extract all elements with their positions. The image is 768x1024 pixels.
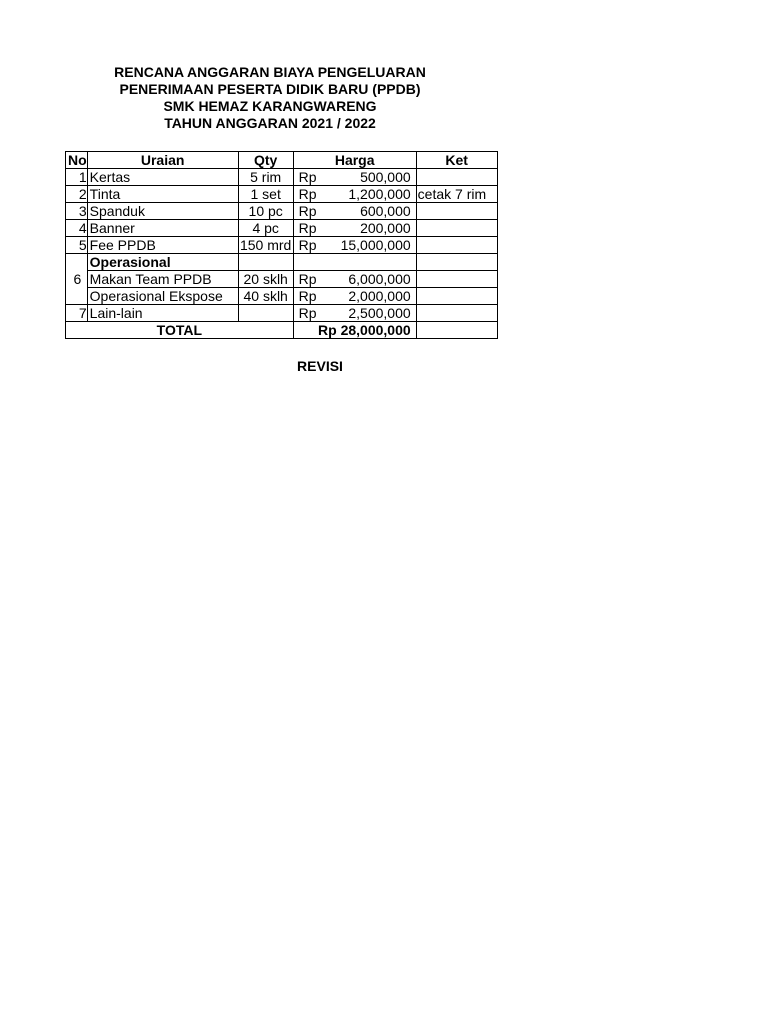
revisi-label: REVISI bbox=[297, 358, 343, 374]
row-ket bbox=[416, 220, 497, 237]
row-qty: 40 sklh bbox=[238, 288, 293, 305]
group-qty-empty bbox=[238, 254, 293, 271]
group-ket-empty bbox=[416, 254, 497, 271]
row-harga: 500,000 bbox=[330, 169, 417, 186]
group-header-row bbox=[66, 254, 498, 271]
row-currency: Rp bbox=[293, 169, 330, 186]
group-harga-empty bbox=[330, 254, 417, 271]
row-uraian: Lain-lain bbox=[87, 305, 238, 322]
row-ket bbox=[416, 237, 497, 254]
row-uraian: Tinta bbox=[87, 186, 238, 203]
row-uraian: Kertas bbox=[87, 169, 238, 186]
row-qty: 5 rim bbox=[238, 169, 293, 186]
total-amount: Rp 28,000,000 bbox=[293, 322, 416, 339]
row-currency: Rp bbox=[293, 305, 330, 322]
row-uraian: Fee PPDB bbox=[87, 237, 238, 254]
group-label: Operasional bbox=[87, 254, 238, 271]
table-row bbox=[66, 237, 498, 254]
row-currency: Rp bbox=[293, 186, 330, 203]
row-ket bbox=[416, 271, 497, 288]
row-currency: Rp bbox=[293, 220, 330, 237]
table-row bbox=[66, 169, 498, 186]
row-uraian: Makan Team PPDB bbox=[87, 271, 238, 288]
row-harga: 200,000 bbox=[330, 220, 417, 237]
row-uraian: Operasional Ekspose bbox=[87, 288, 238, 305]
row-harga: 2,500,000 bbox=[330, 305, 417, 322]
header-no: No bbox=[66, 152, 88, 169]
budget-table bbox=[65, 151, 498, 339]
total-row bbox=[66, 322, 498, 339]
title-line-1: RENCANA ANGGARAN BIAYA PENGELUARAN bbox=[114, 64, 426, 80]
header-uraian: Uraian bbox=[87, 152, 238, 169]
row-qty: 150 mrd bbox=[239, 237, 292, 253]
row-no: 3 bbox=[66, 203, 88, 220]
table-header-row bbox=[66, 152, 498, 169]
header-ket: Ket bbox=[416, 152, 497, 169]
row-no: 2 bbox=[66, 186, 88, 203]
row-ket bbox=[416, 288, 497, 305]
table-row bbox=[66, 288, 498, 305]
row-ket bbox=[416, 203, 497, 220]
row-currency: Rp bbox=[293, 271, 330, 288]
row-uraian: Spanduk bbox=[87, 203, 238, 220]
row-no: 5 bbox=[66, 237, 88, 254]
title-line-2: PENERIMAAN PESERTA DIDIK BARU (PPDB) bbox=[119, 81, 421, 97]
row-harga: 15,000,000 bbox=[330, 237, 417, 254]
table-row bbox=[66, 220, 498, 237]
row-harga: 600,000 bbox=[330, 203, 417, 220]
row-uraian: Banner bbox=[87, 220, 238, 237]
row-ket bbox=[416, 169, 497, 186]
row-ket: cetak 7 rim bbox=[416, 186, 497, 203]
row-no: 1 bbox=[66, 169, 88, 186]
row-qty: 1 set bbox=[238, 186, 293, 203]
row-ket bbox=[416, 305, 497, 322]
row-harga: 2,000,000 bbox=[330, 288, 417, 305]
title-line-4: TAHUN ANGGARAN 2021 / 2022 bbox=[164, 115, 376, 131]
table-row bbox=[66, 271, 498, 288]
title-line-3: SMK HEMAZ KARANGWARENG bbox=[163, 98, 377, 114]
row-qty: 10 pc bbox=[238, 203, 293, 220]
total-label: TOTAL bbox=[66, 322, 294, 339]
row-no: 7 bbox=[66, 305, 88, 322]
row-currency: Rp bbox=[293, 237, 330, 254]
row-harga: 6,000,000 bbox=[330, 271, 417, 288]
total-ket-empty bbox=[416, 322, 497, 339]
row-qty bbox=[238, 305, 293, 322]
table-row bbox=[66, 186, 498, 203]
group-currency-empty bbox=[293, 254, 330, 271]
row-qty: 20 sklh bbox=[238, 271, 293, 288]
row-no: 4 bbox=[66, 220, 88, 237]
table-row bbox=[66, 203, 498, 220]
row-harga: 1,200,000 bbox=[330, 186, 417, 203]
row-currency: Rp bbox=[293, 203, 330, 220]
group-no: 6 bbox=[66, 254, 88, 305]
table-row bbox=[66, 305, 498, 322]
header-harga: Harga bbox=[293, 152, 416, 169]
row-currency: Rp bbox=[293, 288, 330, 305]
header-qty: Qty bbox=[238, 152, 293, 169]
document-title bbox=[70, 64, 470, 132]
row-qty: 4 pc bbox=[238, 220, 293, 237]
